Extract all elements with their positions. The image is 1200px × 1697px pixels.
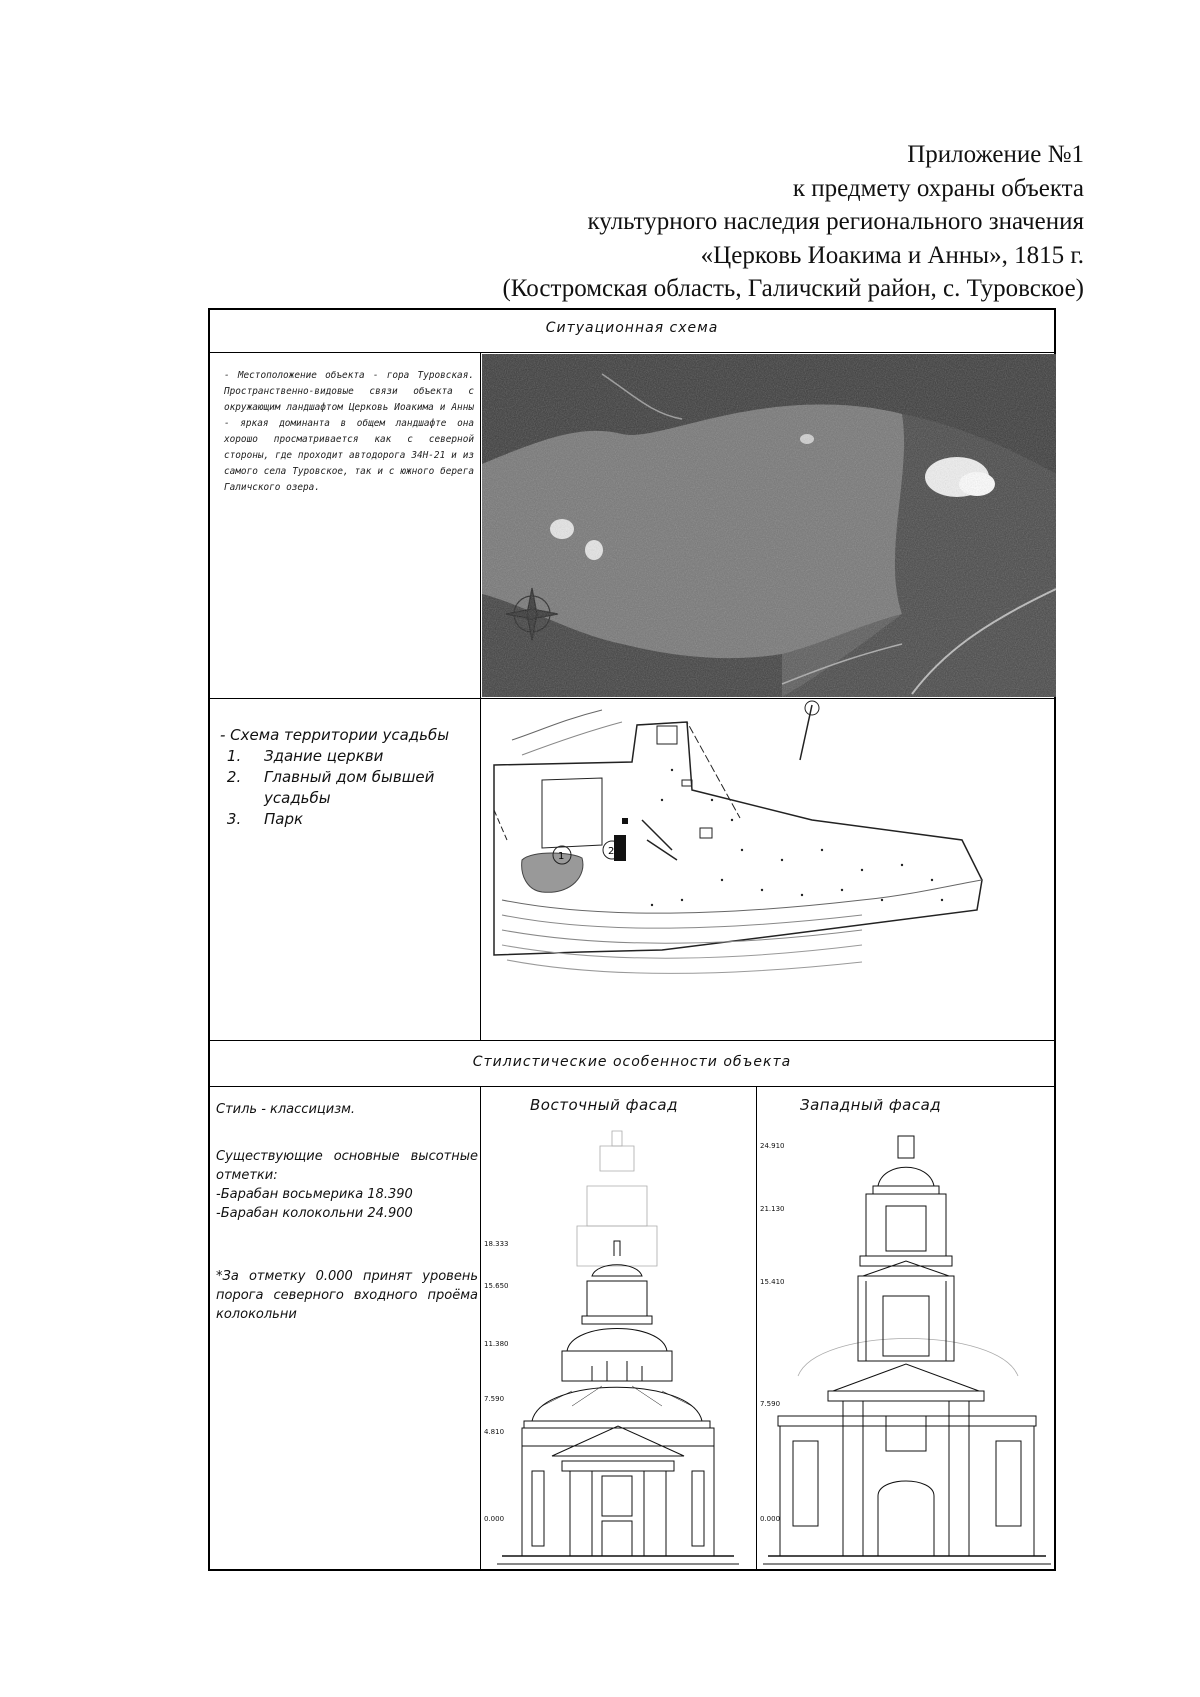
- west-level-mark: 15.410: [760, 1278, 785, 1286]
- style-name: Стиль - классицизм.: [216, 1102, 356, 1117]
- header-line-5: (Костромская область, Галичский район, с. Туровское): [502, 275, 1084, 302]
- row-divider: [210, 1040, 1054, 1041]
- header-line-4: «Церковь Иоакима и Анны», 1815 г.: [700, 241, 1084, 269]
- west-level-mark: 0.000: [760, 1515, 781, 1523]
- column-divider: [480, 352, 481, 1040]
- header-line-3: культурного наследия регионального значения: [587, 208, 1084, 235]
- row-divider: [210, 352, 1054, 353]
- plan-label-house: 2: [608, 846, 615, 857]
- style-features-title: Стилистические особенности объекта: [472, 1054, 792, 1070]
- west-level-mark: 7.590: [760, 1400, 781, 1408]
- location-description: - Местоположение объекта - гора Туровская. Пространственно-видовые связи объекта с окружающим ландшафтом Церковь Иоакима и Анны - яркая доминанта в общем ландшафте она хорошо просматривается как с северной стороны, где проходит автодорога 34Н-21 и из самого села Туровское, так и с южного берега Галичского озера.: [224, 370, 474, 493]
- east-facade-drawing: [482, 1116, 754, 1568]
- column-divider: [756, 1086, 757, 1571]
- protection-sheet: [208, 308, 1056, 1571]
- west-level-mark: 21.130: [760, 1205, 785, 1213]
- legend-item: 1. Здание церкви: [246, 746, 475, 767]
- legend-item: 2. Главный дом бывшей усадьбы: [246, 767, 475, 809]
- legend-item: 3. Парк: [246, 809, 475, 830]
- east-level-mark: 7.590: [484, 1395, 505, 1403]
- style-description: [216, 1100, 478, 1324]
- satellite-photo: [482, 354, 1056, 697]
- east-level-mark: 4.810: [484, 1428, 505, 1436]
- estate-legend: [220, 725, 475, 830]
- height-marks-intro: Существующие основные высотные отметки:: [216, 1149, 478, 1183]
- east-level-mark: 0.000: [484, 1515, 505, 1523]
- situation-scheme-title: Ситуационная схема: [545, 320, 719, 336]
- row-divider: [210, 698, 1054, 699]
- east-level-mark: 18.333: [484, 1240, 509, 1248]
- west-facade-drawing: [758, 1116, 1056, 1568]
- west-level-mark: 24.910: [760, 1142, 785, 1150]
- zero-mark-note: *За отметку 0.000 принят уровень порога северного входного проёма колокольни: [216, 1269, 478, 1322]
- column-divider: [480, 1086, 481, 1571]
- header-line-1: Приложение №1: [907, 141, 1084, 168]
- height-mark-belfry: -Барабан колокольни 24.900: [216, 1206, 413, 1221]
- estate-plan: [482, 700, 1056, 1038]
- appendix-header: [502, 138, 1084, 306]
- east-level-mark: 15.650: [484, 1282, 509, 1290]
- height-mark-octagon: -Барабан восьмерика 18.390: [216, 1187, 413, 1202]
- west-facade-title: Западный фасад: [800, 1096, 942, 1114]
- estate-legend-title: - Схема территории усадьбы: [220, 726, 450, 744]
- plan-label-church: 1: [558, 851, 565, 862]
- east-facade-title: Восточный фасад: [530, 1096, 678, 1114]
- east-level-mark: 11.380: [484, 1340, 509, 1348]
- header-line-2: к предмету охраны объекта: [792, 174, 1084, 202]
- row-divider: [210, 1086, 1054, 1087]
